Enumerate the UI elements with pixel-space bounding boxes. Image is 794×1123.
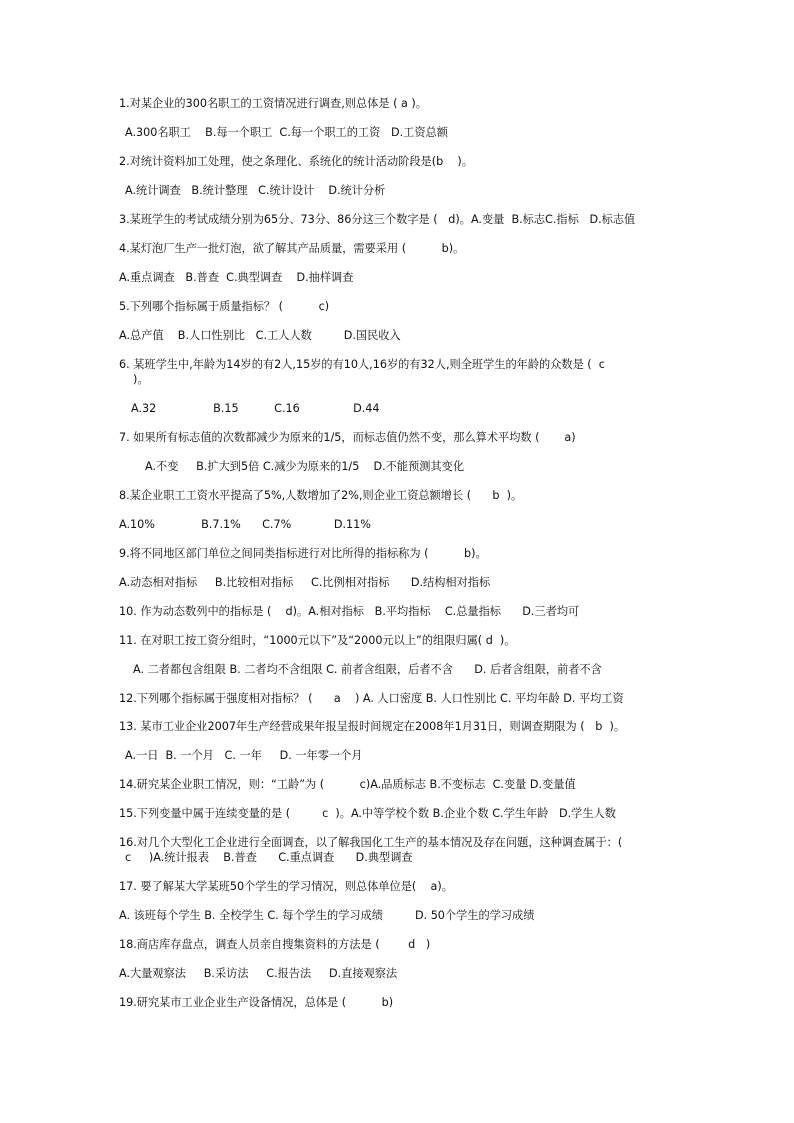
question-6-stem-continued: )。 — [133, 373, 149, 386]
question-18-stem: 18.商店库存盘点，调查人员亲自搜集资料的方法是 ( d ) — [119, 938, 431, 951]
question-13-options: A.一日 B. 一个月 C. 一年 D. 一年零一个月 — [125, 749, 363, 762]
question-16-options: c )A.统计报表 B.普查 C.重点调查 D.典型调查 — [125, 851, 413, 864]
question-1-stem: 1.对某企业的300名职工的工资情况进行调查,则总体是 ( a )。 — [119, 97, 427, 110]
question-4-stem: 4.某灯泡厂生产一批灯泡，欲了解其产品质量，需要采用 ( b)。 — [119, 242, 465, 255]
question-19-stem: 19.研究某市工业企业生产设备情况，总体是 ( b) — [119, 996, 394, 1009]
question-2-stem: 2.对统计资料加工处理，使之条理化、系统化的统计活动阶段是(b )。 — [119, 155, 473, 168]
question-7-stem: 7. 如果所有标志值的次数都减少为原来的1/5，而标志值仍然不变，那么算术平均数 ( a) — [119, 431, 576, 444]
question-5-options: A.总产值 B.人口性别比 C.工人人数 D.国民收入 — [119, 329, 401, 342]
question-8-options: A.10% B.7.1% C.7% D.11% — [119, 518, 371, 531]
question-5-stem: 5.下列哪个指标属于质量指标？ ( c) — [119, 300, 330, 313]
question-2-options: A.统计调查 B.统计整理 C.统计设计 D.统计分析 — [125, 184, 386, 197]
question-11-stem: 11. 在对职工按工资分组时，“1000元以下”及“2000元以上”的组限归属( d )。 — [119, 634, 516, 647]
question-6-stem: 6. 某班学生中,年龄为14岁的有2人,15岁的有10人,16岁的有32人,则全班学生的年龄的众数是 ( c — [119, 358, 605, 371]
question-11-options: A. 二者都包含组限 B. 二者均不含组限 C. 前者含组限，后者不含 D. 后者含组限，前者不含 — [133, 663, 602, 676]
question-15-stem-options: 15.下列变量中属于连续变量的是 ( c )。A.中等学校个数 B.企业个数 C.学生年龄 D.学生人数 — [119, 807, 616, 820]
question-17-options: A. 该班每个学生 B. 全校学生 C. 每个学生的学习成绩 D. 50个学生的学习成绩 — [119, 909, 535, 922]
question-10-stem-options: 10. 作为动态数列中的指标是 ( d)。A.相对指标 B.平均指标 C.总量指标 D.三者均可 — [119, 605, 580, 618]
question-16-stem: 16.对几个大型化工企业进行全面调查，以了解我国化工生产的基本情况及存在问题，这种调查属于：( — [119, 836, 623, 849]
question-9-options: A.动态相对指标 B.比较相对指标 C.比例相对指标 D.结构相对指标 — [119, 576, 491, 589]
question-7-options: A.不变 B.扩大到5倍 C.减少为原来的1/5 D.不能预测其变化 — [145, 460, 465, 473]
question-14-stem-options: 14.研究某企业职工情况，则：“工龄”为 ( c)A.品质标志 B.不变标志 C.变量 D.变量值 — [119, 778, 576, 791]
question-9-stem: 9.将不同地区部门单位之间同类指标进行对比所得的指标称为 ( b)。 — [119, 547, 487, 560]
question-13-stem: 13. 某市工业企业2007年生产经营成果年报呈报时间规定在2008年1月31日，则调查期限为 ( b )。 — [119, 720, 626, 733]
question-3-stem-options: 3.某班学生的考试成绩分别为65分、73分、86分这三个数字是 ( d)。A.变量 B.标志C.指标 D.标志值 — [119, 213, 636, 226]
question-6-options: A.32 B.15 C.16 D.44 — [131, 402, 380, 415]
question-4-options: A.重点调查 B.普查 C.典型调查 D.抽样调查 — [119, 271, 354, 284]
question-17-stem: 17. 要了解某大学某班50个学生的学习情况，则总体单位是( a)。 — [119, 880, 453, 893]
question-8-stem: 8.某企业职工工资水平提高了5%,人数增加了2%,则企业工资总额增长 ( b )。 — [119, 489, 523, 502]
question-18-options: A.大量观察法 B.采访法 C.报告法 D.直接观察法 — [119, 967, 398, 980]
question-1-options: A.300名职工 B.每一个职工 C.每一个职工的工资 D.工资总额 — [125, 126, 448, 139]
question-12-stem-options: 12.下列哪个指标属于强度相对指标？ ( a ) A. 人口密度 B. 人口性别比 C. 平均年龄 D. 平均工资 — [119, 692, 624, 705]
